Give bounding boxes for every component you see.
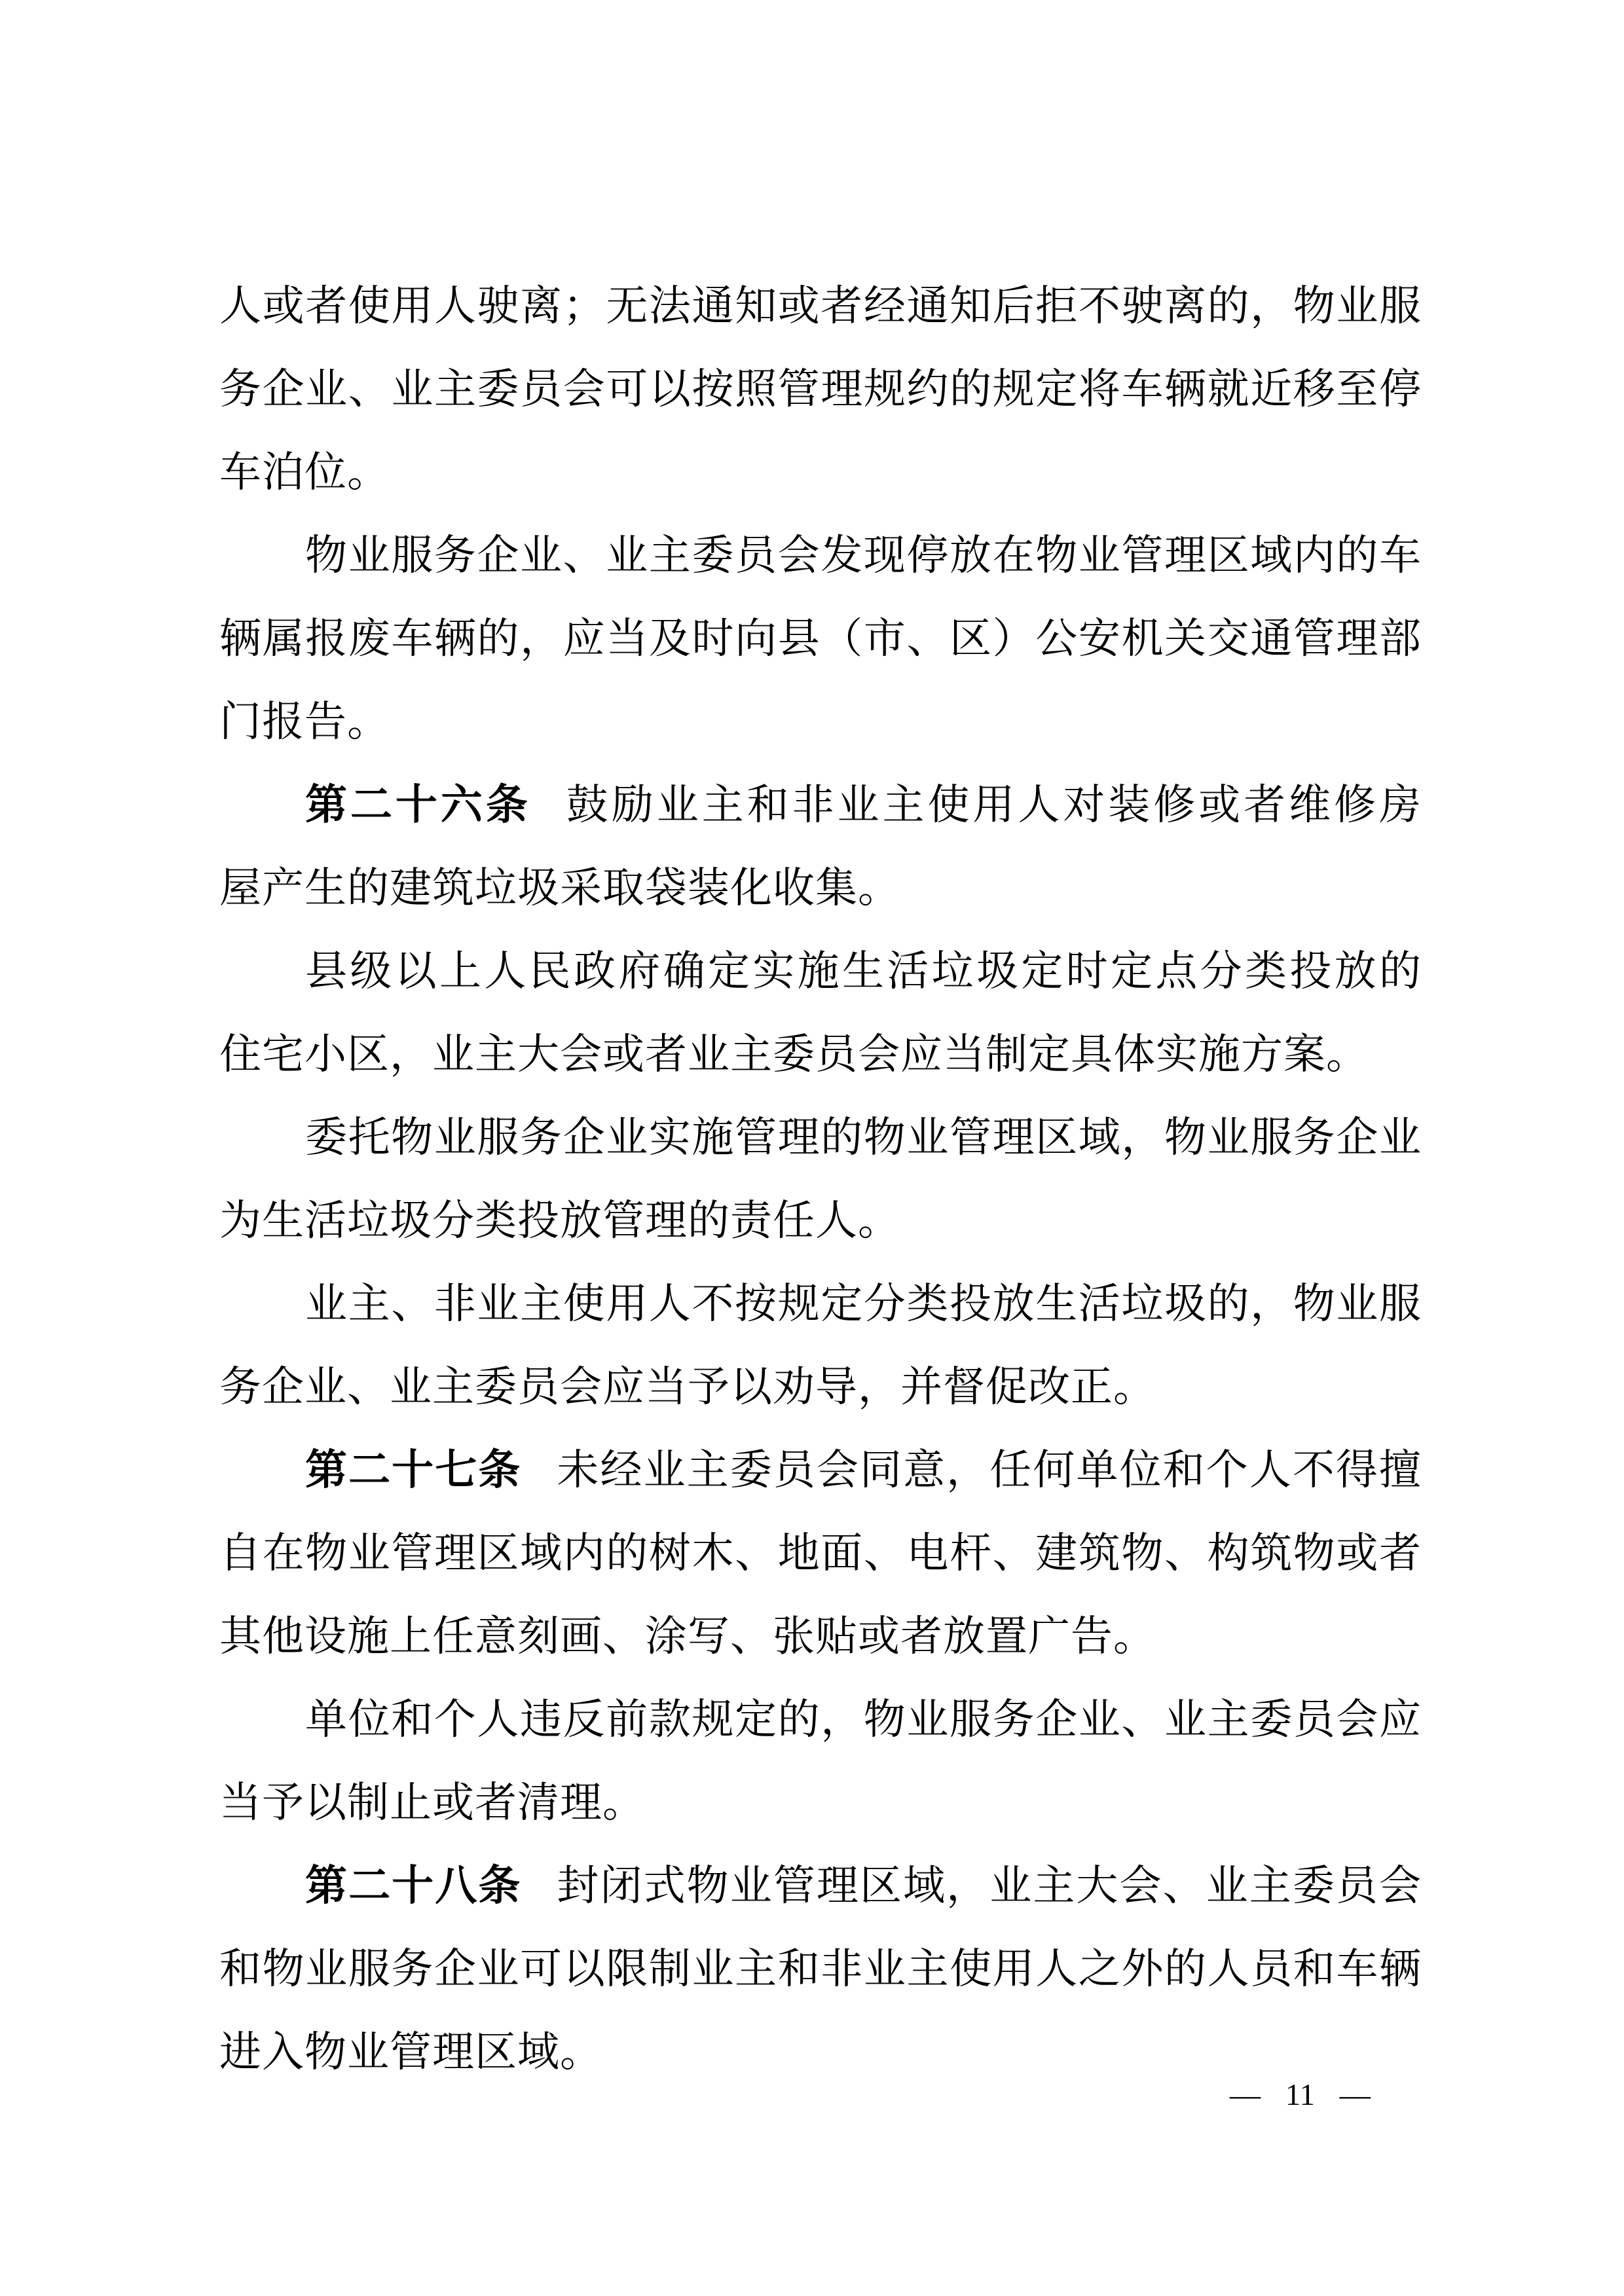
text-segment: 进入物业管理区域。 bbox=[219, 2029, 602, 2075]
text-segment: 单位和个人违反前款规定的，物业服务企业、业主委员会应 bbox=[305, 1696, 1422, 1743]
text-segment: 车泊位。 bbox=[219, 449, 390, 496]
article-number: 第二十八条 bbox=[305, 1862, 522, 1909]
text-line bbox=[219, 1595, 1422, 1678]
text-line bbox=[219, 1179, 1422, 1262]
text-segment: 人或者使用人驶离；无法通知或者经通知后拒不驶离的，物业服 bbox=[219, 283, 1422, 329]
text-segment: 辆属报废车辆的，应当及时向县（市、区）公安机关交通管理部 bbox=[219, 615, 1422, 662]
text-line bbox=[219, 1927, 1422, 2011]
text-line bbox=[219, 264, 1422, 348]
text-segment: 住宅小区，业主大会或者业主委员会应当制定具体实施方案。 bbox=[219, 1031, 1369, 1078]
text-line bbox=[219, 1013, 1422, 1096]
text-line bbox=[219, 1345, 1422, 1429]
text-line bbox=[219, 763, 1422, 847]
text-segment: 封闭式物业管理区域，业主大会、业主委员会 bbox=[557, 1863, 1422, 1909]
text-segment: 自在物业管理区域内的树木、地面、电杆、建筑物、构筑物或者 bbox=[219, 1530, 1422, 1576]
text-segment: 务企业、业主委员会应当予以劝导，并督促改正。 bbox=[219, 1364, 1156, 1410]
text-line bbox=[219, 1096, 1422, 1179]
text-line bbox=[219, 1512, 1422, 1595]
text-segment: 县级以上人民政府确定实施生活垃圾定时定点分类投放的 bbox=[305, 948, 1422, 994]
document-body bbox=[219, 264, 1422, 2094]
page-number: — 11 — bbox=[1230, 2078, 1371, 2112]
text-line bbox=[219, 680, 1422, 763]
text-line bbox=[219, 1262, 1422, 1345]
text-line bbox=[219, 431, 1422, 514]
article-number: 第二十六条 bbox=[305, 781, 531, 828]
text-segment: 未经业主委员会同意，任何单位和个人不得擅 bbox=[557, 1447, 1422, 1493]
text-segment: 其他设施上任意刻画、涂写、张贴或者放置广告。 bbox=[219, 1613, 1156, 1660]
text-segment: 业主、非业主使用人不按规定分类投放生活垃圾的，物业服 bbox=[305, 1281, 1422, 1327]
text-segment: 门报告。 bbox=[219, 699, 390, 745]
text-line bbox=[219, 597, 1422, 680]
text-segment: 委托物业服务企业实施管理的物业管理区域，物业服务企业 bbox=[305, 1114, 1422, 1161]
text-segment: 屋产生的建筑垃圾采取袋装化收集。 bbox=[219, 865, 900, 911]
text-line bbox=[219, 1844, 1422, 1927]
text-line bbox=[219, 1678, 1422, 1761]
text-line bbox=[219, 847, 1422, 930]
text-line bbox=[219, 514, 1422, 597]
text-segment: 务企业、业主委员会可以按照管理规约的规定将车辆就近移至停 bbox=[219, 366, 1422, 412]
text-line bbox=[219, 930, 1422, 1013]
text-segment: 为生活垃圾分类投放管理的责任人。 bbox=[219, 1197, 900, 1244]
text-line bbox=[219, 348, 1422, 431]
text-segment: 鼓励业主和非业主使用人对装修或者维修房 bbox=[566, 782, 1422, 828]
text-line bbox=[219, 1761, 1422, 1844]
text-segment: 物业服务企业、业主委员会发现停放在物业管理区域内的车 bbox=[305, 532, 1422, 579]
text-segment: 和物业服务企业可以限制业主和非业主使用人之外的人员和车辆 bbox=[219, 1946, 1422, 1992]
article-number: 第二十七条 bbox=[305, 1446, 522, 1493]
text-line bbox=[219, 1429, 1422, 1512]
text-segment: 当予以制止或者清理。 bbox=[219, 1779, 645, 1826]
